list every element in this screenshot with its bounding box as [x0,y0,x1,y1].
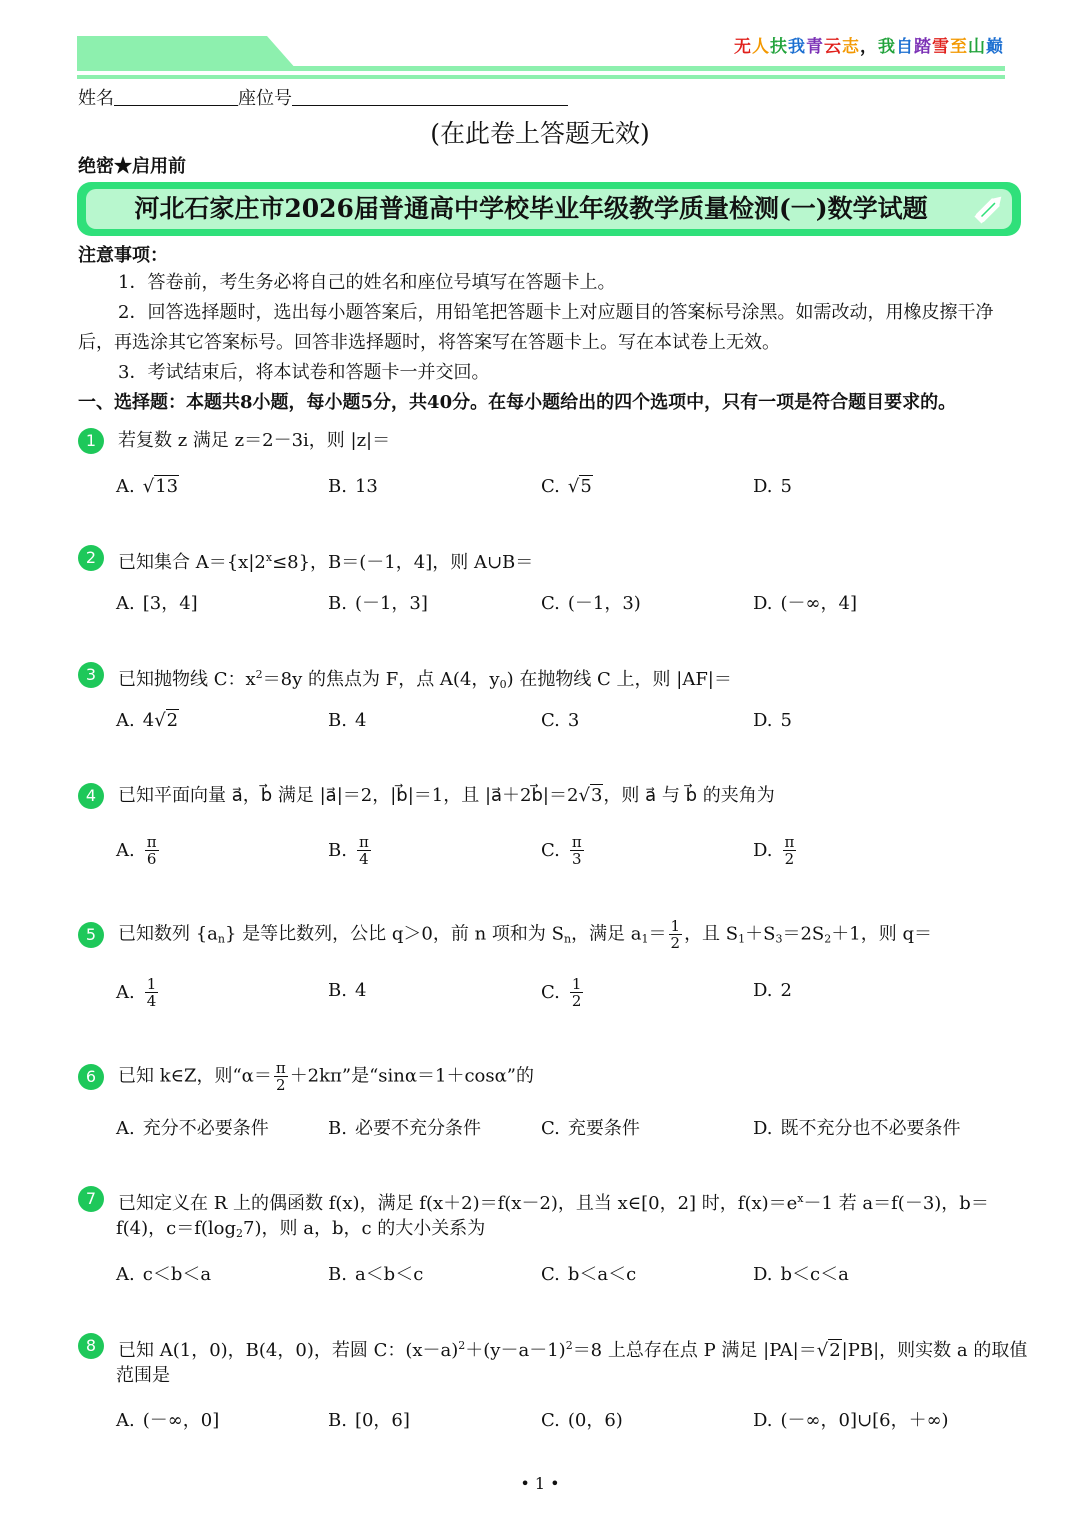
q1-option-c-value: 5 [580,476,592,497]
header-rule-2 [77,75,1005,79]
seat-label: 座位号 [238,88,292,109]
name-blank [114,85,238,106]
q3-option-a[interactable]: A. 4√2 [116,710,179,731]
pencil-icon [970,188,1010,228]
q5-option-b[interactable]: B. 4 [328,980,367,1001]
slogan-char: 自 [896,37,914,57]
q2-option-a[interactable]: A. [3，4] [116,593,198,614]
q2-option-b[interactable]: B. (－1，3] [328,593,428,614]
note-1: 1．答卷前，考生务必将自己的姓名和座位号填写在答题卡上。 [118,272,616,293]
q4-option-d[interactable]: D. $\frac{\pi}{2}$ [753,833,795,868]
question-3-stem: 已知抛物线 C：$x^2=8y$ 的焦点为 F，点 A(4，$y_0$) 在抛物线 C 上，则 |AF|＝ [118,668,732,691]
question-7-stem-line-1: 已知定义在 R 上的偶函数 f(x)，满足 f(x＋2)＝f(x－2)，且当 x∈[0，2] 时，$f(x)=e^x-1$ 若 a＝f(－3)，b＝ [118,1192,989,1214]
slogan-char: 无 [734,37,752,57]
q7-option-b[interactable]: B. a＜b＜c [328,1264,424,1285]
question-number-6: 6 [78,1064,104,1090]
slogan-char: 志 [842,37,860,57]
q8-option-d[interactable]: D. (－∞，0]∪[6，＋∞) [753,1410,949,1431]
q5-option-a[interactable]: A. $\frac{1}{4}$ [116,975,157,1010]
question-7-stem-line-2: f(4)，$c=f(\log_27)$，则 a，b，c 的大小关系为 [116,1218,486,1240]
slogan-char: 人 [752,37,770,57]
question-number-1: 1 [78,428,104,454]
slogan-char: 扶 [770,37,788,57]
q6-option-c[interactable]: C. 充要条件 [541,1118,640,1139]
q8-option-c[interactable]: C. (0，6) [541,1410,623,1431]
header-rule [77,66,1005,71]
q8-option-b[interactable]: B. [0，6] [328,1410,410,1431]
question-4-stem: 已知平面向量 a⃗，b⃗ 满足 |a⃗|＝2，|b⃗|＝1，且 |a⃗＋2b⃗|＝2√3，则 a⃗ 与 b⃗ 的夹角为 [118,785,775,806]
slogan-char: 至 [950,37,968,57]
q7-option-a[interactable]: A. c＜b＜a [116,1264,212,1285]
page-number: • 1 • [520,1474,560,1493]
question-8-stem-line-2: 范围是 [116,1365,170,1386]
slogan-char: 雪 [932,37,950,57]
q8-option-a[interactable]: A. (－∞，0] [116,1410,220,1431]
seat-blank [292,85,568,106]
question-6-stem: 已知 k∈Z，则“α＝ $\frac{\pi}{2}$ ＋2kπ”是“sinα＝1＋cosα”的 [118,1059,534,1094]
q4-option-c[interactable]: C. $\frac{\pi}{3}$ [541,833,582,868]
secret-mark: 绝密★启用前 [78,156,186,177]
slogan-char: 踏 [914,37,932,57]
q1-option-b[interactable]: B. 13 [328,476,378,497]
q1-option-c[interactable]: C. √5 [541,476,592,497]
question-number-8: 8 [78,1333,104,1359]
question-number-7: 7 [78,1186,104,1212]
q4-option-a[interactable]: A. $\frac{\pi}{6}$ [116,833,157,868]
question-8-stem-line-1: 已知 A(1，0)，B(4，0)，若圆 C：$(x-a)^2+(y-a-1)^2=8$ 上总存在点 P 满足 |PA|＝√2|PB|，则实数 a 的取值 [118,1339,1028,1361]
q5-option-d[interactable]: D. 2 [753,980,792,1001]
q4-option-b[interactable]: B. $\frac{\pi}{4}$ [328,833,369,868]
question-2-stem: 已知集合 $A=\{x|2^x\le 8\}$，B＝(－1，4]，则 A∪B＝ [118,551,534,573]
q2-option-c[interactable]: C. (－1，3) [541,593,641,614]
q6-option-d[interactable]: D. 既不充分也不必要条件 [753,1118,961,1139]
q3-option-b[interactable]: B. 4 [328,710,367,731]
slogan-char: 我 [788,37,806,57]
note-2: 2．回答选择题时，选出每小题答案后，用铅笔把答题卡上对应题目的答案标号涂黑。如需改动，用橡皮擦干净后，再选涂其它答案标号。回答非选择题时，将答案写在答题卡上。写在本试卷上无效。 [78,302,994,353]
slogan-char: 云 [824,37,842,57]
q1-option-a[interactable]: A. √13 [116,476,179,497]
question-number-3: 3 [78,662,104,688]
q3-option-d[interactable]: D. 5 [753,710,792,731]
q1-option-b-value: 13 [354,476,378,497]
exam-title: 河北石家庄市2026届普通高中学校毕业年级教学质量检测(一)数学试题 [134,194,928,223]
q2-option-d[interactable]: D. (－∞，4] [753,593,858,614]
q5-option-c[interactable]: C. $\frac{1}{2}$ [541,975,582,1010]
name-seat-row [78,84,568,110]
name-label: 姓名 [78,88,114,109]
q7-option-d[interactable]: D. b＜c＜a [753,1264,849,1285]
question-number-4: 4 [78,783,104,809]
q6-option-a[interactable]: A. 充分不必要条件 [116,1118,269,1139]
section-heading: 一、选择题：本题共8小题，每小题5分，共40分。在每小题给出的四个选项中，只有一项是符合题目要求的。 [78,392,957,413]
question-number-2: 2 [78,545,104,571]
question-number-5: 5 [78,922,104,948]
q1-option-a-value: 13 [155,476,179,497]
q3-option-c[interactable]: C. 3 [541,710,580,731]
slogan-char: 山 [968,37,986,57]
slogan-char: 巅 [986,37,1004,57]
slogan [734,32,1004,57]
q1-option-d[interactable]: D. 5 [753,476,792,497]
slogan-char: ， [860,37,878,57]
header-tab-shape [77,36,297,70]
note-3: 3．考试结束后，将本试卷和答题卡一并交回。 [118,362,490,383]
question-5-stem: 已知数列 $\{a_n\}$ 是等比数列，公比 q＞0，前 n 项和为 $S_n$，满足 $a_1=$ $\frac{1}{2}$ ，且 $S_1+S_3=2S_2+1$，则 q＝ [118,917,932,952]
question-1-stem: 若复数 z 满足 z＝2－3i，则 |z|＝ [118,430,391,451]
slogan-char: 青 [806,37,824,57]
q1-option-d-value: 5 [780,476,792,497]
notes-heading: 注意事项： [78,245,168,266]
invalid-notice: (在此卷上答题无效) [430,119,650,148]
slogan-char: 我 [878,37,896,57]
q6-option-b[interactable]: B. 必要不充分条件 [328,1118,481,1139]
q7-option-c[interactable]: C. b＜a＜c [541,1264,637,1285]
